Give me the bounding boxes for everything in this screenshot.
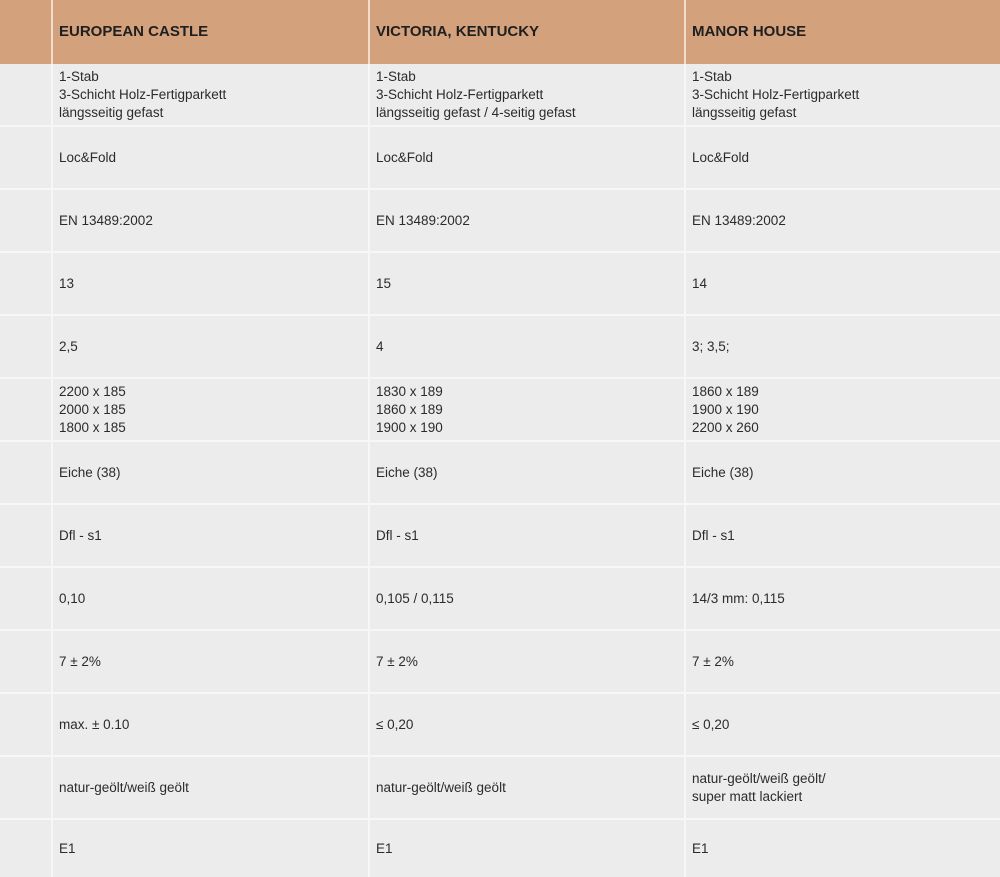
- table-cell: 1-Stab 3-Schicht Holz-Fertigparkett längsseitig gefast / 4-seitig gefast: [370, 64, 686, 127]
- table-cell: Eiche (38): [686, 442, 1000, 505]
- table-cell: Loc&Fold: [686, 127, 1000, 190]
- table-cell: max. ± 0.10: [53, 694, 370, 757]
- table-cell: 0,105 / 0,115: [370, 568, 686, 631]
- table-cell: EN 13489:2002: [53, 190, 370, 253]
- row-stub-cell: [0, 757, 53, 820]
- table-cell: Eiche (38): [370, 442, 686, 505]
- row-stub-cell: [0, 505, 53, 568]
- table-cell: 2,5: [53, 316, 370, 379]
- row-stub-cell: [0, 190, 53, 253]
- table-cell: 7 ± 2%: [53, 631, 370, 694]
- table-cell: natur-geölt/weiß geölt: [370, 757, 686, 820]
- table-cell: 4: [370, 316, 686, 379]
- table-cell: 3; 3,5;: [686, 316, 1000, 379]
- row-stub-cell: [0, 316, 53, 379]
- row-stub-cell: [0, 631, 53, 694]
- row-stub-cell: [0, 820, 53, 877]
- table-cell: 1860 x 189 1900 x 190 2200 x 260: [686, 379, 1000, 442]
- table-cell: EN 13489:2002: [370, 190, 686, 253]
- table-cell: ≤ 0,20: [686, 694, 1000, 757]
- table-cell: Dfl - s1: [370, 505, 686, 568]
- table-cell: E1: [692, 840, 709, 856]
- row-stub-cell: [0, 127, 53, 190]
- row-stub-cell: [0, 64, 53, 127]
- header-manor-house: MANOR HOUSE: [686, 0, 1000, 64]
- table-cell: EN 13489:2002: [686, 190, 1000, 253]
- table-cell: natur-geölt/weiß geölt: [53, 757, 370, 820]
- table-cell: ≤ 0,20: [370, 694, 686, 757]
- table-cell: 2200 x 185 2000 x 185 1800 x 185: [53, 379, 370, 442]
- row-stub-cell: [0, 694, 53, 757]
- table-cell: Loc&Fold: [53, 127, 370, 190]
- table-cell: 7 ± 2%: [370, 631, 686, 694]
- table-cell: natur-geölt/weiß geölt/ super matt lackiert: [686, 757, 1000, 820]
- header-european-castle: EUROPEAN CASTLE: [53, 0, 370, 64]
- table-cell: 1-Stab 3-Schicht Holz-Fertigparkett längsseitig gefast: [686, 64, 1000, 127]
- header-stub-cell: [0, 0, 53, 64]
- table-cell: E1: [370, 820, 686, 877]
- table-cell: Loc&Fold: [370, 127, 686, 190]
- table-cell: 13: [53, 253, 370, 316]
- row-stub-cell: [0, 253, 53, 316]
- row-stub-cell: [0, 568, 53, 631]
- table-cell: 1830 x 189 1860 x 189 1900 x 190: [370, 379, 686, 442]
- table-cell: Dfl - s1: [686, 505, 1000, 568]
- table-cell: Eiche (38): [53, 442, 370, 505]
- table-cell: 14: [686, 253, 1000, 316]
- table-cell: Dfl - s1: [53, 505, 370, 568]
- table-cell: 15: [370, 253, 686, 316]
- table-cell: 14/3 mm: 0,115: [686, 568, 1000, 631]
- header-victoria-kentucky: VICTORIA, KENTUCKY: [370, 0, 686, 64]
- table-cell: 1-Stab 3-Schicht Holz-Fertigparkett längsseitig gefast: [53, 64, 370, 127]
- table-cell: 7 ± 2%: [686, 631, 1000, 694]
- row-stub-cell: [0, 379, 53, 442]
- table-cell: E1: [53, 820, 370, 877]
- table-cell: 0,10: [53, 568, 370, 631]
- row-stub-cell: [0, 442, 53, 505]
